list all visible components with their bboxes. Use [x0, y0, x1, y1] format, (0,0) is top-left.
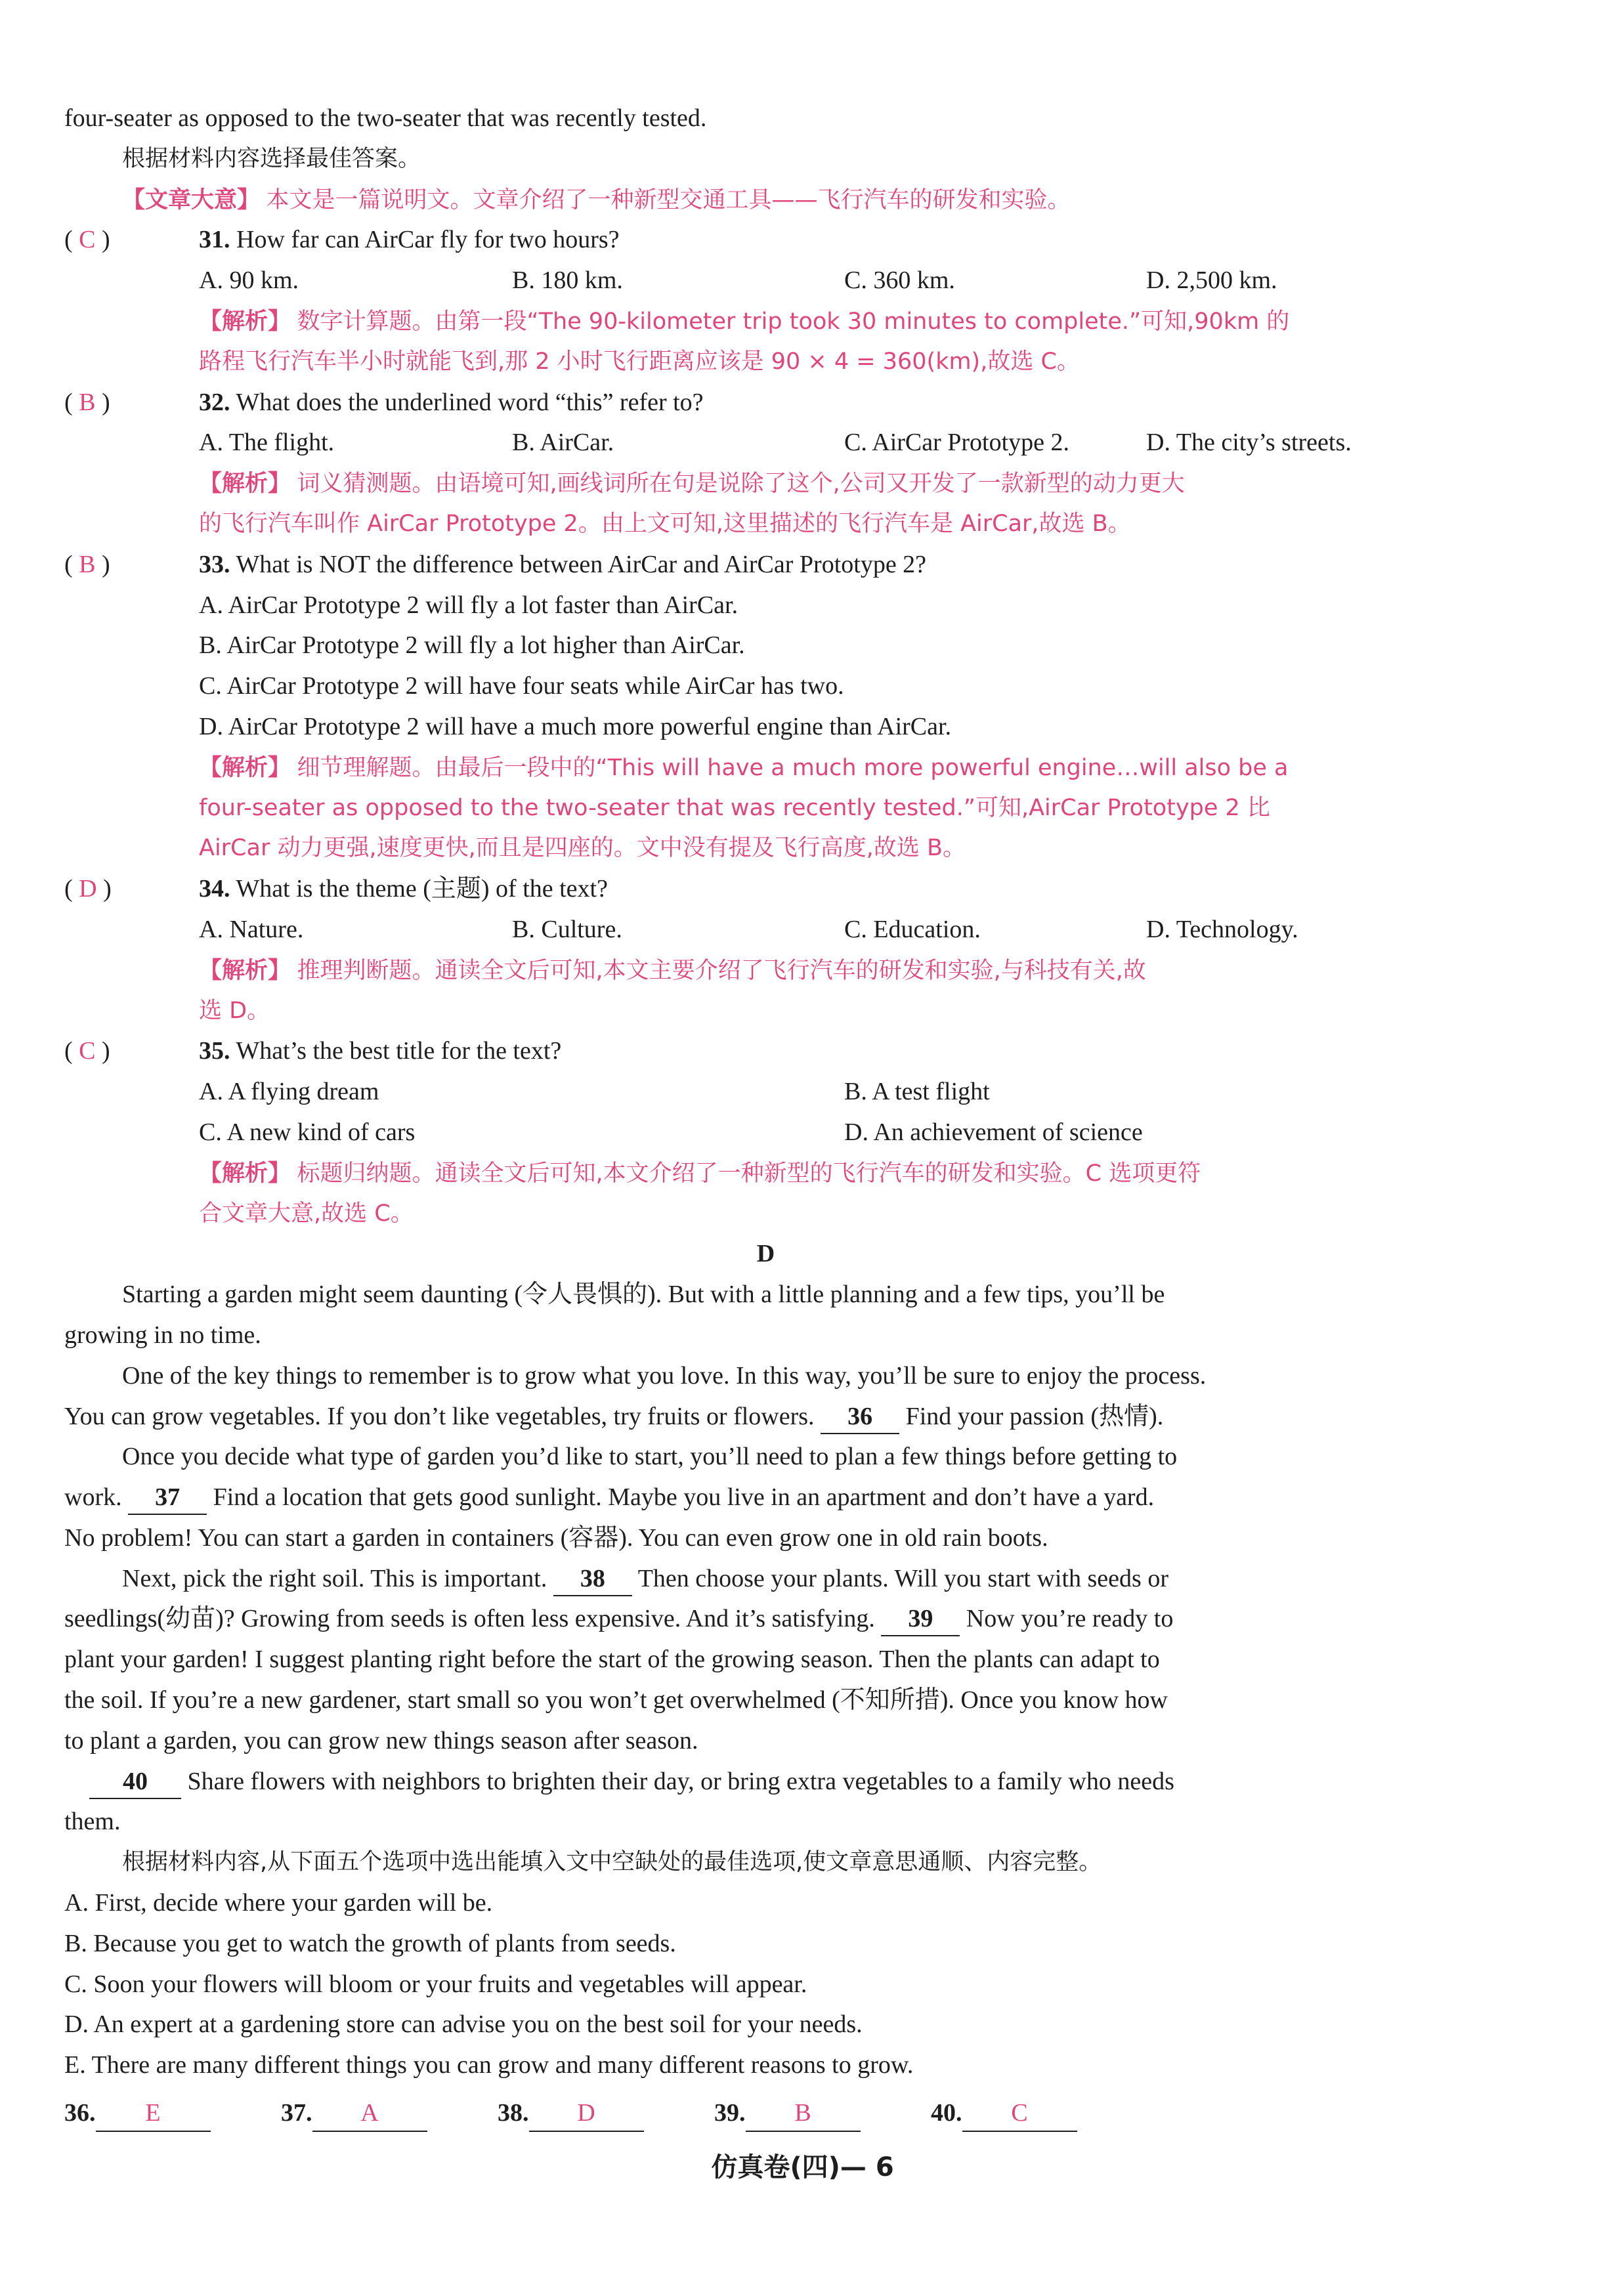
- choice-b: B. Because you get to watch the growth of plants from seeds.: [64, 1929, 676, 1957]
- blank-38: 38: [553, 1562, 632, 1596]
- answer-37: [281, 2090, 427, 2136]
- explanation-35-line1: [64, 1153, 1467, 1194]
- text: seedlings(幼苗)? Growing from seeds is often less expensive. And it’s satisfying.: [64, 1605, 875, 1633]
- option-d: D. Technology.: [1146, 915, 1298, 943]
- answer-letter: B: [79, 550, 96, 578]
- choice-a: A. First, decide where your garden will be.: [64, 1889, 493, 1917]
- answer-row: [64, 2090, 1467, 2136]
- answer-number: 38.: [498, 2099, 529, 2127]
- instruction-d: 根据材料内容,从下面五个选项中选出能填入文中空缺处的最佳选项,使文章意思通顺、内容完整。: [122, 1849, 1102, 1876]
- explanation-label: 【解析】: [199, 957, 291, 984]
- paragraph-2-line1: One of the key things to remember is to grow what you love. In this way, you’ll be sure to enjoy the process.: [122, 1361, 1207, 1390]
- explanation-33-line1: [64, 748, 1467, 788]
- answer-slot: ( B ): [64, 550, 110, 578]
- explanation-32-line2: 的飞行汽车叫作 AirCar Prototype 2。由上文可知,这里描述的飞行汽车是 AirCar,故选 B。: [199, 510, 1131, 537]
- paragraph-4-line4: the soil. If you’re a new gardener, start small so you won’t get overwhelmed (不知所措). Once you know how: [64, 1686, 1168, 1714]
- answer-value: A: [312, 2095, 427, 2132]
- answer-value: E: [96, 2095, 211, 2132]
- text: work.: [64, 1483, 122, 1512]
- options-34: [64, 910, 1467, 950]
- answer-value: C: [962, 2095, 1077, 2132]
- answer-39: [714, 2090, 861, 2136]
- explanation-label: 【解析】: [199, 471, 291, 498]
- answer-slot: ( C ): [64, 1037, 110, 1065]
- paragraph-4-line1: [64, 1559, 1467, 1600]
- answer-38: [498, 2090, 644, 2136]
- text: Next, pick the right soil. This is important.: [122, 1564, 547, 1592]
- question-34: [64, 869, 1467, 910]
- page-content: [64, 98, 1467, 2136]
- question-number: 33.: [199, 550, 230, 578]
- question-35: [64, 1031, 1467, 1072]
- answer-slot: ( B ): [64, 388, 110, 416]
- choice-c: C. Soon your flowers will bloom or your fruits and vegetables will appear.: [64, 1970, 807, 1998]
- main-idea-label: 【文章大意】: [122, 186, 261, 213]
- blank-36: 36: [821, 1400, 899, 1434]
- text: You can grow vegetables. If you don’t like vegetables, try fruits or flowers.: [64, 1402, 815, 1430]
- question-text: How far can AirCar fly for two hours?: [236, 226, 620, 254]
- option-a: A. The flight.: [199, 429, 335, 457]
- paragraph-1-line2: growing in no time.: [64, 1321, 261, 1349]
- answer-letter: C: [79, 226, 96, 254]
- paragraph-5-line1: [64, 1762, 1467, 1802]
- answer-slot: ( D ): [64, 875, 112, 903]
- option-a: A. AirCar Prototype 2 will fly a lot faster than AirCar.: [199, 591, 738, 619]
- paragraph-4-line5: to plant a garden, you can grow new things season after season.: [64, 1726, 698, 1754]
- answer-number: 40.: [931, 2099, 962, 2127]
- paragraph-1-line1: Starting a garden might seem daunting (令人畏惧的). But with a little planning and a few tips, you’ll be: [122, 1281, 1165, 1309]
- paragraph-4-line2: [64, 1599, 1467, 1640]
- explanation-text: 推理判断题。通读全文后可知,本文主要介绍了飞行汽车的研发和实验,与科技有关,故: [297, 957, 1146, 984]
- answer-number: 39.: [714, 2099, 746, 2127]
- question-text: What does the underlined word “this” refer to?: [236, 388, 704, 416]
- question-33: [64, 545, 1467, 585]
- explanation-34-line1: [64, 950, 1467, 991]
- option-d: D. The city’s streets.: [1146, 429, 1352, 457]
- answer-letter: B: [79, 388, 96, 416]
- option-d: D. 2,500 km.: [1146, 266, 1277, 295]
- option-a: A. 90 km.: [199, 266, 299, 295]
- blank-37: 37: [128, 1481, 207, 1515]
- question-number: 32.: [199, 388, 230, 416]
- question-number: 31.: [199, 226, 230, 254]
- paragraph-4-line3: plant your garden! I suggest planting right before the start of the growing season. Then the plants can adapt to: [64, 1646, 1160, 1674]
- option-b: B. AirCar.: [512, 429, 614, 457]
- question-text: What’s the best title for the text?: [236, 1037, 562, 1065]
- answer-36: [64, 2090, 211, 2136]
- option-c: C. 360 km.: [844, 266, 955, 295]
- page-footer: 仿真卷(四)— 6: [711, 2152, 894, 2182]
- explanation-text: 细节理解题。由最后一段中的“This will have a much more powerful engine…will also be a: [297, 754, 1289, 781]
- option-c: C. A new kind of cars: [199, 1118, 416, 1146]
- question-32: [64, 383, 1467, 423]
- blank-39: 39: [881, 1602, 960, 1636]
- question-number: 35.: [199, 1037, 230, 1065]
- choice-d: D. An expert at a gardening store can advise you on the best soil for your needs.: [64, 2010, 863, 2039]
- text: Then choose your plants. Will you start with seeds or: [637, 1564, 1168, 1592]
- answer-number: 36.: [64, 2099, 96, 2127]
- paragraph-3-line3: No problem! You can start a garden in containers (容器). You can even grow one in old rain boots.: [64, 1523, 1048, 1552]
- passage-end-line: four-seater as opposed to the two-seater that was recently tested.: [64, 104, 707, 132]
- answer-letter: C: [79, 1037, 96, 1065]
- explanation-text: 数字计算题。由第一段“The 90-kilometer trip took 30 minutes to complete.”可知,90km 的: [297, 308, 1290, 335]
- option-a: A. Nature.: [199, 915, 304, 943]
- option-b: B. 180 km.: [512, 266, 623, 295]
- question-31: [64, 220, 1467, 261]
- answer-40: [931, 2090, 1077, 2136]
- options-32: [64, 423, 1467, 463]
- choice-e: E. There are many different things you can grow and many different reasons to grow.: [64, 2051, 914, 2079]
- main-idea-text: 本文是一篇说明文。文章介绍了一种新型交通工具——飞行汽车的研发和实验。: [266, 186, 1071, 213]
- explanation-32-line1: [64, 463, 1467, 504]
- instruction-c: 根据材料内容选择最佳答案。: [122, 145, 421, 172]
- text: Share flowers with neighbors to brighten their day, or bring extra vegetables to a family who needs: [187, 1767, 1174, 1795]
- answer-slot: ( C ): [64, 226, 110, 254]
- option-b: B. AirCar Prototype 2 will fly a lot higher than AirCar.: [199, 631, 745, 660]
- answer-value: B: [746, 2095, 861, 2132]
- explanation-35-line2: 合文章大意,故选 C。: [199, 1200, 414, 1227]
- explanation-34-line2: 选 D。: [199, 997, 270, 1024]
- explanation-31-line2: 路程飞行汽车半小时就能飞到,那 2 小时飞行距离应该是 90 × 4 = 360(km),故选 C。: [199, 348, 1080, 375]
- paragraph-2-line2: [64, 1397, 1467, 1437]
- explanation-33-line2: four-seater as opposed to the two-seater that was recently tested.”可知,AirCar Prototype 2 比: [199, 794, 1270, 821]
- options-35-row1: [64, 1072, 1467, 1113]
- question-text: What is the theme (主题) of the text?: [236, 875, 608, 903]
- question-number: 34.: [199, 875, 230, 903]
- options-35-row2: [64, 1113, 1467, 1153]
- explanation-text: 标题归纳题。通读全文后可知,本文介绍了一种新型的飞行汽车的研发和实验。C 选项更符: [297, 1160, 1201, 1187]
- text: Find your passion (热情).: [905, 1402, 1164, 1430]
- question-text: What is NOT the difference between AirCar and AirCar Prototype 2?: [236, 550, 927, 578]
- explanation-label: 【解析】: [199, 754, 291, 781]
- option-a: A. A flying dream: [199, 1078, 379, 1106]
- text: Find a location that gets good sunlight. Maybe you live in an apartment and don’t have a yard.: [213, 1483, 1155, 1512]
- explanation-label: 【解析】: [199, 1160, 291, 1187]
- options-31: [64, 261, 1467, 301]
- text: Now you’re ready to: [966, 1605, 1174, 1633]
- option-c: C. AirCar Prototype 2.: [844, 429, 1070, 457]
- option-c: C. AirCar Prototype 2 will have four seats while AirCar has two.: [199, 672, 844, 700]
- paragraph-3-line2: [64, 1478, 1467, 1518]
- main-idea: [64, 180, 1467, 221]
- option-b: B. A test flight: [844, 1078, 990, 1106]
- blank-40: 40: [89, 1765, 181, 1799]
- section-heading: D: [756, 1240, 775, 1268]
- answer-value: D: [529, 2095, 644, 2132]
- option-b: B. Culture.: [512, 915, 622, 943]
- answer-letter: D: [79, 875, 97, 903]
- paragraph-5-line2: them.: [64, 1808, 121, 1836]
- answer-number: 37.: [281, 2099, 312, 2127]
- option-c: C. Education.: [844, 915, 981, 943]
- explanation-text: 词义猜测题。由语境可知,画线词所在句是说除了这个,公司又开发了一款新型的动力更大: [297, 471, 1185, 498]
- paragraph-3-line1: Once you decide what type of garden you’d like to start, you’ll need to plan a few things before getting to: [122, 1443, 1178, 1471]
- explanation-31-line1: [64, 301, 1467, 342]
- option-d: D. AirCar Prototype 2 will have a much more powerful engine than AirCar.: [199, 712, 952, 740]
- explanation-33-line3: AirCar 动力更强,速度更快,而且是四座的。文中没有提及飞行高度,故选 B。: [199, 835, 966, 862]
- option-d: D. An achievement of science: [844, 1118, 1143, 1146]
- explanation-label: 【解析】: [199, 308, 291, 335]
